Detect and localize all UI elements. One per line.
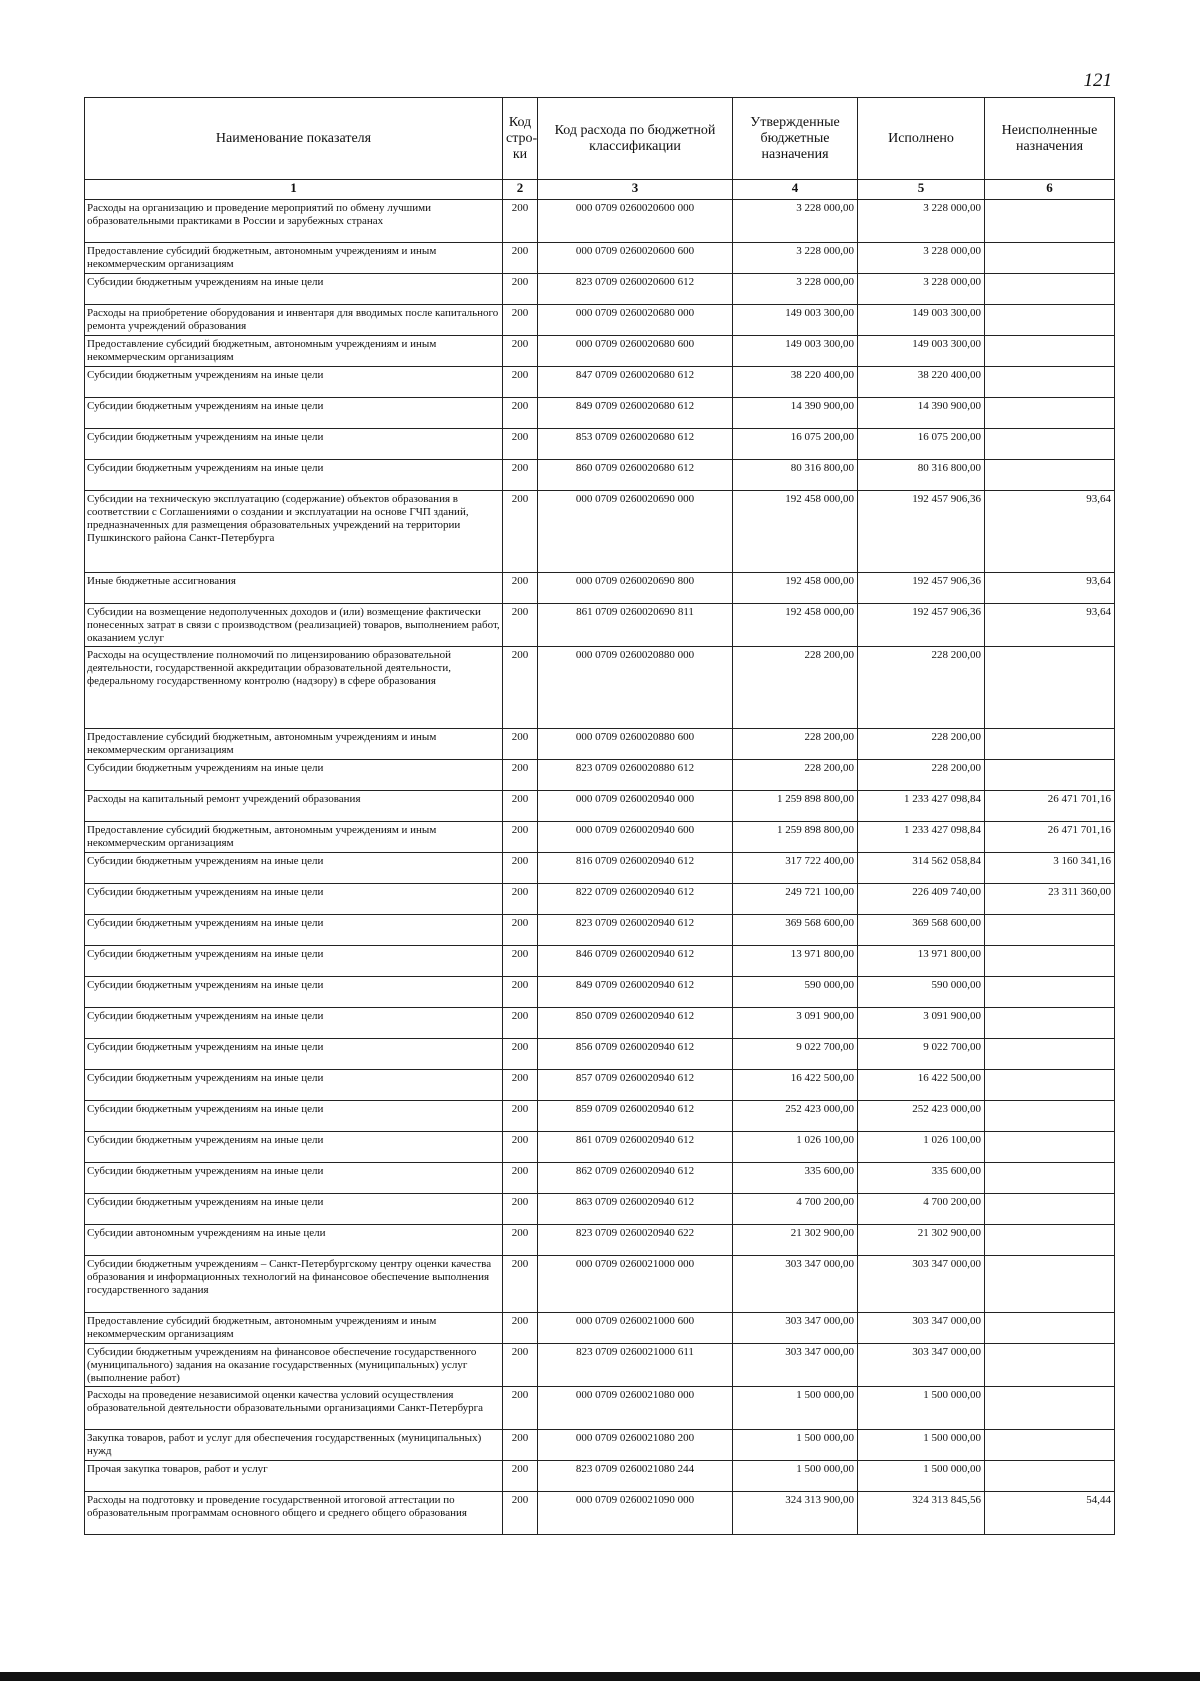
row-executed: 21 302 900,00 [858,1225,985,1256]
scan-border [0,1672,1200,1681]
row-unexecuted: 93,64 [985,491,1115,573]
row-executed: 1 500 000,00 [858,1430,985,1461]
row-executed: 590 000,00 [858,977,985,1008]
row-expense-code: 823 0709 0260020600 612 [538,274,733,305]
row-unexecuted [985,946,1115,977]
row-line-code: 200 [503,1163,538,1194]
row-approved: 1 500 000,00 [733,1387,858,1430]
table-row [85,398,1115,429]
row-executed: 192 457 906,36 [858,604,985,647]
header-line-code: Код стро-ки [503,98,538,180]
row-executed: 228 200,00 [858,760,985,791]
row-expense-code: 000 0709 0260020600 600 [538,243,733,274]
row-name: Субсидии бюджетным учреждениям на иные цели [85,367,503,398]
header-expense-code: Код расхода по бюджетной классификации [538,98,733,180]
row-unexecuted [985,1008,1115,1039]
row-executed: 303 347 000,00 [858,1344,985,1387]
row-line-code: 200 [503,1132,538,1163]
row-name: Субсидии бюджетным учреждениям на иные цели [85,977,503,1008]
row-name: Субсидии автономным учреждениям на иные цели [85,1225,503,1256]
row-executed: 3 228 000,00 [858,274,985,305]
row-executed: 303 347 000,00 [858,1256,985,1313]
row-name: Субсидии бюджетным учреждениям на иные цели [85,884,503,915]
row-name: Иные бюджетные ассигнования [85,573,503,604]
row-unexecuted [985,1070,1115,1101]
row-executed: 1 500 000,00 [858,1461,985,1492]
row-approved: 335 600,00 [733,1163,858,1194]
row-executed: 16 422 500,00 [858,1070,985,1101]
row-name: Субсидии бюджетным учреждениям – Санкт-Петербургскому центру оценки качества образования и информационных технологий на финансовое обеспечение выполнения государственного задания [85,1256,503,1313]
row-executed: 228 200,00 [858,647,985,729]
row-expense-code: 000 0709 0260021090 000 [538,1492,733,1535]
table-row [85,1313,1115,1344]
row-name: Субсидии бюджетным учреждениям на иные цели [85,1039,503,1070]
row-approved: 14 390 900,00 [733,398,858,429]
row-line-code: 200 [503,1344,538,1387]
table-row [85,647,1115,729]
row-line-code: 200 [503,604,538,647]
row-unexecuted [985,274,1115,305]
row-name: Субсидии бюджетным учреждениям на иные цели [85,915,503,946]
column-number: 3 [538,180,733,200]
row-name: Прочая закупка товаров, работ и услуг [85,1461,503,1492]
row-expense-code: 853 0709 0260020680 612 [538,429,733,460]
row-unexecuted [985,460,1115,491]
row-executed: 38 220 400,00 [858,367,985,398]
row-unexecuted [985,1132,1115,1163]
row-approved: 590 000,00 [733,977,858,1008]
row-expense-code: 822 0709 0260020940 612 [538,884,733,915]
row-line-code: 200 [503,946,538,977]
row-expense-code: 000 0709 0260021080 200 [538,1430,733,1461]
row-name: Субсидии бюджетным учреждениям на иные цели [85,1008,503,1039]
row-unexecuted [985,1387,1115,1430]
row-name: Субсидии бюджетным учреждениям на иные цели [85,853,503,884]
row-expense-code: 847 0709 0260020680 612 [538,367,733,398]
table-row [85,1256,1115,1313]
row-executed: 252 423 000,00 [858,1101,985,1132]
row-executed: 192 457 906,36 [858,491,985,573]
row-name: Субсидии бюджетным учреждениям на иные цели [85,429,503,460]
row-approved: 16 422 500,00 [733,1070,858,1101]
table-row [85,604,1115,647]
row-name: Предоставление субсидий бюджетным, автономным учреждениям и иным некоммерческим организациям [85,729,503,760]
table-row [85,274,1115,305]
row-executed: 149 003 300,00 [858,305,985,336]
row-unexecuted [985,760,1115,791]
row-unexecuted [985,305,1115,336]
page-number: 121 [1083,70,1112,91]
row-approved: 303 347 000,00 [733,1256,858,1313]
row-executed: 3 091 900,00 [858,1008,985,1039]
row-line-code: 200 [503,1313,538,1344]
row-line-code: 200 [503,729,538,760]
row-expense-code: 000 0709 0260021000 000 [538,1256,733,1313]
row-expense-code: 000 0709 0260020940 600 [538,822,733,853]
row-executed: 228 200,00 [858,729,985,760]
table-row [85,915,1115,946]
column-number: 5 [858,180,985,200]
table-row [85,1387,1115,1430]
row-executed: 1 233 427 098,84 [858,822,985,853]
row-approved: 3 091 900,00 [733,1008,858,1039]
row-expense-code: 856 0709 0260020940 612 [538,1039,733,1070]
table-row [85,367,1115,398]
row-executed: 9 022 700,00 [858,1039,985,1070]
row-executed: 16 075 200,00 [858,429,985,460]
row-unexecuted [985,729,1115,760]
table-row [85,1461,1115,1492]
row-approved: 303 347 000,00 [733,1344,858,1387]
row-name: Расходы на проведение независимой оценки качества условий осуществления образовательной деятельности образовательными организациями Санкт-Петербурга [85,1387,503,1430]
row-unexecuted [985,1101,1115,1132]
header-row [85,98,1115,180]
row-line-code: 200 [503,243,538,274]
table-row [85,1225,1115,1256]
table-row [85,1344,1115,1387]
row-line-code: 200 [503,367,538,398]
row-approved: 21 302 900,00 [733,1225,858,1256]
row-approved: 192 458 000,00 [733,604,858,647]
row-unexecuted [985,398,1115,429]
row-line-code: 200 [503,1194,538,1225]
row-approved: 324 313 900,00 [733,1492,858,1535]
row-name: Субсидии бюджетным учреждениям на иные цели [85,398,503,429]
row-approved: 3 228 000,00 [733,200,858,243]
row-line-code: 200 [503,336,538,367]
row-expense-code: 823 0709 0260021080 244 [538,1461,733,1492]
row-expense-code: 863 0709 0260020940 612 [538,1194,733,1225]
row-unexecuted [985,1163,1115,1194]
row-name: Субсидии бюджетным учреждениям на финансовое обеспечение государственного (муниципального) задания на оказание государственных (муниципальных) услуг (выполнение работ) [85,1344,503,1387]
row-unexecuted [985,429,1115,460]
row-unexecuted [985,915,1115,946]
table-row [85,760,1115,791]
row-executed: 14 390 900,00 [858,398,985,429]
table-row [85,491,1115,573]
row-approved: 80 316 800,00 [733,460,858,491]
row-approved: 38 220 400,00 [733,367,858,398]
table-row [85,460,1115,491]
row-approved: 317 722 400,00 [733,853,858,884]
row-line-code: 200 [503,1256,538,1313]
table-row [85,884,1115,915]
row-line-code: 200 [503,915,538,946]
row-expense-code: 849 0709 0260020680 612 [538,398,733,429]
row-name: Субсидии бюджетным учреждениям на иные цели [85,1070,503,1101]
row-approved: 4 700 200,00 [733,1194,858,1225]
row-unexecuted [985,1225,1115,1256]
table-row [85,822,1115,853]
row-executed: 3 228 000,00 [858,243,985,274]
row-name: Субсидии на техническую эксплуатацию (содержание) объектов образования в соответствии с Соглашениями о создании и эксплуатации на основе ГЧП зданий, предназначенных для размещения образовательных учреждений на территории Пушкинского района Санкт-Петербурга [85,491,503,573]
table-row [85,853,1115,884]
row-unexecuted [985,336,1115,367]
row-expense-code: 000 0709 0260020880 000 [538,647,733,729]
header-approved: Утвержденные бюджетные назначения [733,98,858,180]
row-line-code: 200 [503,200,538,243]
row-executed: 4 700 200,00 [858,1194,985,1225]
row-name: Субсидии бюджетным учреждениям на иные цели [85,274,503,305]
row-approved: 149 003 300,00 [733,336,858,367]
row-name: Закупка товаров, работ и услуг для обеспечения государственных (муниципальных) нужд [85,1430,503,1461]
row-line-code: 200 [503,977,538,1008]
row-expense-code: 861 0709 0260020690 811 [538,604,733,647]
row-unexecuted: 3 160 341,16 [985,853,1115,884]
row-line-code: 200 [503,429,538,460]
row-line-code: 200 [503,791,538,822]
row-expense-code: 860 0709 0260020680 612 [538,460,733,491]
row-expense-code: 000 0709 0260021000 600 [538,1313,733,1344]
row-name: Расходы на капитальный ремонт учреждений образования [85,791,503,822]
row-line-code: 200 [503,1070,538,1101]
row-approved: 192 458 000,00 [733,573,858,604]
row-line-code: 200 [503,853,538,884]
row-name: Предоставление субсидий бюджетным, автономным учреждениям и иным некоммерческим организациям [85,336,503,367]
row-executed: 226 409 740,00 [858,884,985,915]
row-approved: 16 075 200,00 [733,429,858,460]
row-executed: 1 500 000,00 [858,1387,985,1430]
row-unexecuted [985,200,1115,243]
row-expense-code: 823 0709 0260021000 611 [538,1344,733,1387]
row-expense-code: 000 0709 0260020880 600 [538,729,733,760]
table-row [85,791,1115,822]
row-unexecuted: 23 311 360,00 [985,884,1115,915]
row-expense-code: 823 0709 0260020940 622 [538,1225,733,1256]
header-name: Наименование показателя [85,98,503,180]
row-executed: 1 026 100,00 [858,1132,985,1163]
row-line-code: 200 [503,1039,538,1070]
row-line-code: 200 [503,822,538,853]
row-executed: 192 457 906,36 [858,573,985,604]
column-number: 6 [985,180,1115,200]
row-line-code: 200 [503,398,538,429]
row-approved: 303 347 000,00 [733,1313,858,1344]
row-executed: 314 562 058,84 [858,853,985,884]
row-unexecuted [985,647,1115,729]
row-approved: 13 971 800,00 [733,946,858,977]
row-line-code: 200 [503,460,538,491]
row-line-code: 200 [503,274,538,305]
row-line-code: 200 [503,1008,538,1039]
row-name: Субсидии бюджетным учреждениям на иные цели [85,760,503,791]
row-expense-code: 850 0709 0260020940 612 [538,1008,733,1039]
row-unexecuted: 54,44 [985,1492,1115,1535]
row-unexecuted [985,1194,1115,1225]
row-line-code: 200 [503,305,538,336]
row-name: Расходы на приобретение оборудования и инвентаря для вводимых после капитального ремонта учреждений образования [85,305,503,336]
row-line-code: 200 [503,491,538,573]
row-expense-code: 849 0709 0260020940 612 [538,977,733,1008]
table-row [85,1039,1115,1070]
row-approved: 228 200,00 [733,760,858,791]
row-name: Расходы на осуществление полномочий по лицензированию образовательной деятельности, государственной аккредитации образовательной деятельности, федеральному государственному контролю (надзору) в сфере образования [85,647,503,729]
column-number-row [85,180,1115,200]
row-line-code: 200 [503,647,538,729]
table-row [85,243,1115,274]
row-unexecuted [985,1430,1115,1461]
row-name: Расходы на подготовку и проведение государственной итоговой аттестации по образовательным программам основного общего и среднего общего образования [85,1492,503,1535]
budget-execution-table [84,97,1115,1535]
row-name: Субсидии бюджетным учреждениям на иные цели [85,460,503,491]
row-approved: 192 458 000,00 [733,491,858,573]
row-expense-code: 000 0709 0260020600 000 [538,200,733,243]
row-unexecuted [985,1256,1115,1313]
row-approved: 3 228 000,00 [733,243,858,274]
table-row [85,729,1115,760]
row-name: Субсидии на возмещение недополученных доходов и (или) возмещение фактически понесенных затрат в связи с производством (реализацией) товаров, выполнением работ, оказанием услуг [85,604,503,647]
table-row [85,336,1115,367]
row-unexecuted [985,367,1115,398]
table-row [85,429,1115,460]
row-name: Предоставление субсидий бюджетным, автономным учреждениям и иным некоммерческим организациям [85,1313,503,1344]
row-expense-code: 000 0709 0260020680 600 [538,336,733,367]
table-row [85,1492,1115,1535]
row-executed: 80 316 800,00 [858,460,985,491]
row-expense-code: 823 0709 0260020880 612 [538,760,733,791]
row-name: Субсидии бюджетным учреждениям на иные цели [85,946,503,977]
row-name: Субсидии бюджетным учреждениям на иные цели [85,1101,503,1132]
row-executed: 369 568 600,00 [858,915,985,946]
table-row [85,305,1115,336]
table-row [85,1070,1115,1101]
table-row [85,977,1115,1008]
table-row [85,1194,1115,1225]
row-expense-code: 000 0709 0260020690 000 [538,491,733,573]
header-unexecuted: Неисполненные назначения [985,98,1115,180]
row-approved: 252 423 000,00 [733,1101,858,1132]
row-line-code: 200 [503,760,538,791]
row-line-code: 200 [503,1225,538,1256]
row-name: Субсидии бюджетным учреждениям на иные цели [85,1194,503,1225]
row-approved: 1 259 898 800,00 [733,822,858,853]
row-approved: 228 200,00 [733,729,858,760]
row-approved: 1 259 898 800,00 [733,791,858,822]
row-expense-code: 861 0709 0260020940 612 [538,1132,733,1163]
row-executed: 303 347 000,00 [858,1313,985,1344]
row-unexecuted: 93,64 [985,604,1115,647]
table-row [85,1101,1115,1132]
row-name: Субсидии бюджетным учреждениям на иные цели [85,1163,503,1194]
row-unexecuted: 26 471 701,16 [985,791,1115,822]
row-approved: 249 721 100,00 [733,884,858,915]
row-name: Субсидии бюджетным учреждениям на иные цели [85,1132,503,1163]
row-unexecuted [985,243,1115,274]
row-approved: 3 228 000,00 [733,274,858,305]
row-executed: 335 600,00 [858,1163,985,1194]
row-line-code: 200 [503,1101,538,1132]
row-name: Предоставление субсидий бюджетным, автономным учреждениям и иным некоммерческим организациям [85,243,503,274]
column-number: 2 [503,180,538,200]
row-expense-code: 859 0709 0260020940 612 [538,1101,733,1132]
row-executed: 13 971 800,00 [858,946,985,977]
row-approved: 1 500 000,00 [733,1461,858,1492]
row-approved: 149 003 300,00 [733,305,858,336]
row-executed: 1 233 427 098,84 [858,791,985,822]
row-executed: 3 228 000,00 [858,200,985,243]
row-line-code: 200 [503,1461,538,1492]
column-number: 1 [85,180,503,200]
table-row [85,946,1115,977]
row-unexecuted [985,1313,1115,1344]
table-row [85,1132,1115,1163]
row-name: Расходы на организацию и проведение мероприятий по обмену лучшими образовательными практиками в России и зарубежных странах [85,200,503,243]
row-approved: 1 026 100,00 [733,1132,858,1163]
column-number: 4 [733,180,858,200]
row-unexecuted: 26 471 701,16 [985,822,1115,853]
row-unexecuted [985,977,1115,1008]
row-name: Предоставление субсидий бюджетным, автономным учреждениям и иным некоммерческим организациям [85,822,503,853]
row-line-code: 200 [503,884,538,915]
row-unexecuted [985,1344,1115,1387]
row-approved: 369 568 600,00 [733,915,858,946]
row-expense-code: 846 0709 0260020940 612 [538,946,733,977]
row-line-code: 200 [503,573,538,604]
row-approved: 1 500 000,00 [733,1430,858,1461]
row-executed: 149 003 300,00 [858,336,985,367]
row-expense-code: 823 0709 0260020940 612 [538,915,733,946]
table-row [85,573,1115,604]
row-line-code: 200 [503,1430,538,1461]
row-unexecuted [985,1039,1115,1070]
row-expense-code: 862 0709 0260020940 612 [538,1163,733,1194]
row-expense-code: 000 0709 0260020940 000 [538,791,733,822]
table-row [85,200,1115,243]
row-expense-code: 000 0709 0260020680 000 [538,305,733,336]
row-expense-code: 816 0709 0260020940 612 [538,853,733,884]
row-approved: 9 022 700,00 [733,1039,858,1070]
row-expense-code: 000 0709 0260020690 800 [538,573,733,604]
row-line-code: 200 [503,1387,538,1430]
row-approved: 228 200,00 [733,647,858,729]
row-unexecuted [985,1461,1115,1492]
table-row [85,1008,1115,1039]
header-executed: Исполнено [858,98,985,180]
row-expense-code: 857 0709 0260020940 612 [538,1070,733,1101]
table-row [85,1430,1115,1461]
table-row [85,1163,1115,1194]
row-expense-code: 000 0709 0260021080 000 [538,1387,733,1430]
row-unexecuted: 93,64 [985,573,1115,604]
row-line-code: 200 [503,1492,538,1535]
row-executed: 324 313 845,56 [858,1492,985,1535]
